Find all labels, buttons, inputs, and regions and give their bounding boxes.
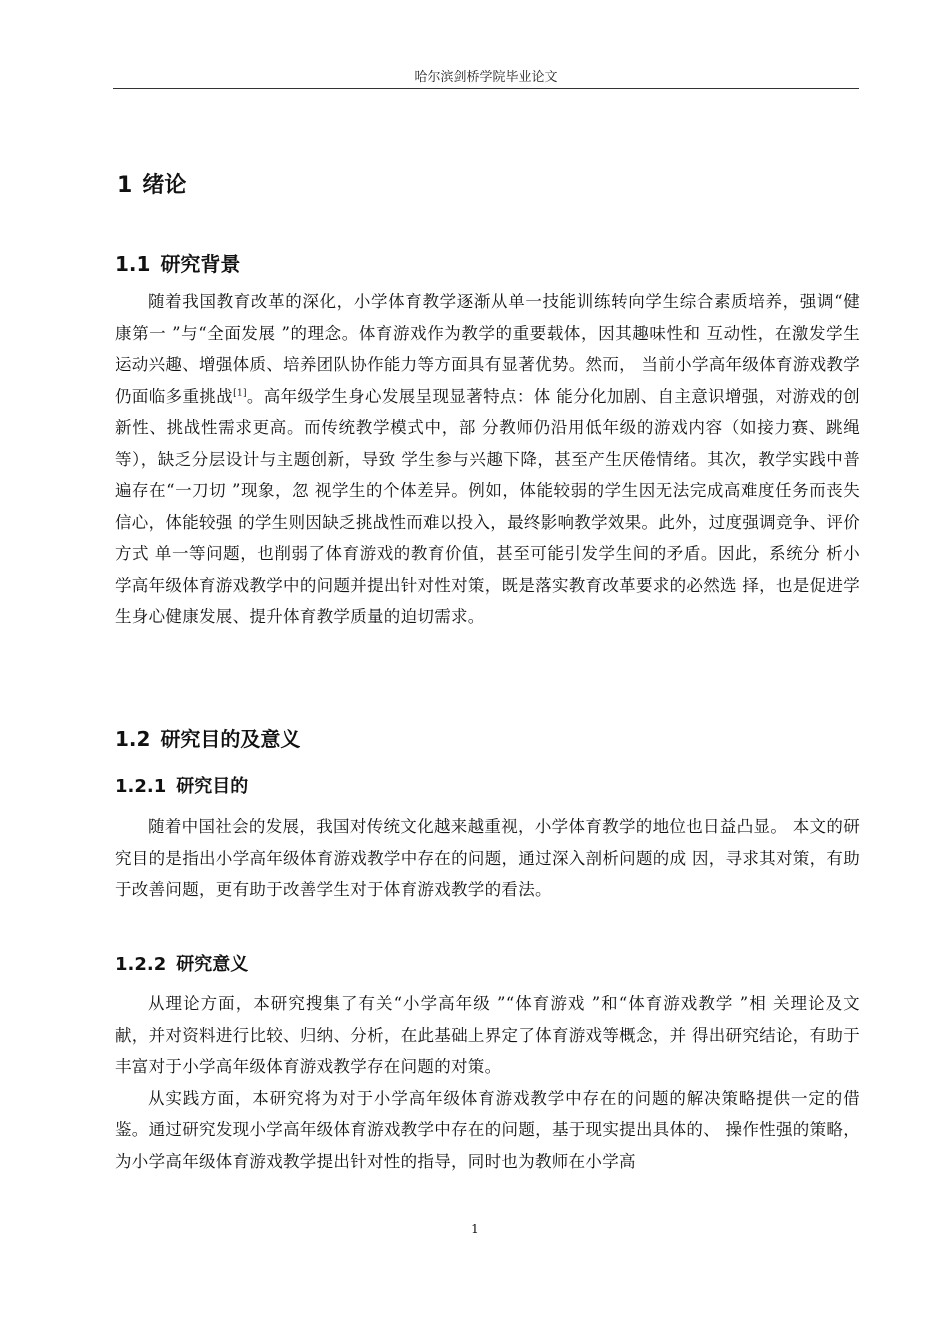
chapter-number: 1 — [117, 173, 133, 198]
section-number: 1.2 — [115, 727, 151, 751]
citation-marker: [1] — [233, 388, 247, 398]
paragraph-theory: 从理论方面，本研究搜集了有关“小学高年级 ”“体育游戏 ”和“体育游戏教学 ”相 关理论及文献，并对资料进行比较、归纳、分析，在此基础上界定了体育游戏等概念，并 得出研究结论，有助于丰富对于小学高年级体育游戏教学存在问题的对策。 — [115, 994, 860, 1076]
section-1-2-heading — [115, 723, 860, 752]
section-1-2-2-paragraphs — [115, 988, 860, 1177]
subsection-number: 1.2.2 — [115, 954, 167, 975]
chapter-heading — [117, 168, 186, 199]
section-title: 研究背景 — [160, 252, 241, 276]
section-number: 1.1 — [115, 252, 151, 276]
header-rule — [113, 88, 859, 89]
chapter-title: 绪论 — [142, 173, 187, 198]
section-1-2-2-heading — [115, 950, 860, 976]
paragraph-practice: 从实践方面，本研究将为对于小学高年级体育游戏教学中存在的问题的解决策略提供一定的借鉴。通过研究发现小学高年级体育游戏教学中存在的问题，基于现实提出具体的、 操作性强的策略，为小学高年级体育游戏教学提出针对性的指导，同时也为教师在小学高 — [115, 1088, 860, 1171]
section-1-2-1-paragraph: 随着中国社会的发展，我国对传统文化越来越重视，小学体育教学的地位也日益凸显。 本文的研究目的是指出小学高年级体育游戏教学中存在的问题，通过深入剖析问题的成 因，寻求其对策，有助于改善问题，更有助于改善学生对于体育游戏教学的看法。 — [115, 817, 860, 899]
section-1-2-1-heading — [115, 772, 860, 798]
subsection-title: 研究目的 — [176, 776, 249, 797]
section-1-1-paragraph — [115, 286, 860, 633]
running-header: 哈尔滨剑桥学院毕业论文 — [414, 70, 558, 85]
paragraph-text-after-citation: 。高年级学生身心发展呈现显著特点：体 能分化加剧、自主意识增强，对游戏的创新性、挑战性需求更高。而传统教学模式中，部 分教师仍沿用低年级的游戏内容（如接力赛、跳绳等），缺乏分层设计与主题创新，导致 学生参与兴趣下降，甚至产生厌倦情绪。其次，教学实践中普遍存在“一刀切 ”现象，忽 视学生的个体差异。例如，体能较弱的学生因无法完成高难度任务而丧失信心，体能较强 的学生则因缺乏挑战性而难以投入，最终影响教学效果。此外，过度强调竞争、评价方式 单一等问题，也削弱了体育游戏的教育价值，甚至可能引发学生间的矛盾。因此，系统分 析小学高年级体育游戏教学中的问题并提出针对性对策，既是落实教育改革要求的必然选 择，也是促进学生身心健康发展、提升体育教学质量的迫切需求。 — [115, 386, 860, 626]
paragraph-text-before-citation: 随着我国教育改革的深化，小学体育教学逐渐从单一技能训练转向学生综合素质培养，强调“健康第一 ”与“全面发展 ”的理念。体育游戏作为教学的重要载体，因其趣味性和 互动性，在激发学生运动兴趣、增强体质、培养团队协作能力等方面具有显著优势。然而， 当前小学高年级体育游戏教学仍面临多重挑战 — [115, 292, 860, 406]
subsection-number: 1.2.1 — [115, 776, 167, 797]
subsection-title: 研究意义 — [176, 954, 249, 975]
section-title: 研究目的及意义 — [160, 727, 301, 751]
section-1-1-heading — [115, 248, 860, 277]
page-number: 1 — [471, 1222, 479, 1236]
